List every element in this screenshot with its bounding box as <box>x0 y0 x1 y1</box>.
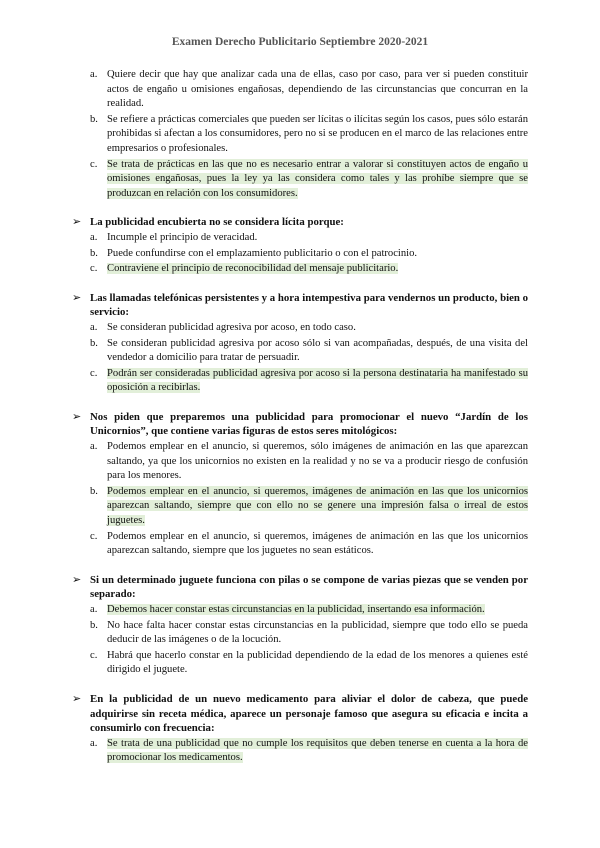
arrow-bullet-icon: ➢ <box>72 692 82 705</box>
question-text: Nos piden que preparemos una publicidad para promocionar el nuevo “Jardín de los Unicornios”, que contiene varias figuras de estos seres mitológicos: <box>90 410 528 438</box>
option-text <box>107 231 528 246</box>
option-label: a. <box>90 604 98 615</box>
option-text <box>107 603 528 618</box>
question-text: La publicidad encubierta no se considera lícita porque: <box>90 216 344 229</box>
option-text-content: Podrán ser consideradas publicidad agresiva por acoso si la persona destinataria ha manifestado su oposición a recibirlas. <box>107 367 528 394</box>
option-text-content: Podemos emplear en el anuncio, si queremos, sólo imágenes de animación en las que aparezcan saltando, ya que los unicornios no existen en la realidad y no se va a producir riesgo de confusión para los menores. <box>107 441 528 482</box>
option-label: c. <box>90 158 98 170</box>
option-text <box>107 262 528 277</box>
option-label: b. <box>90 247 98 259</box>
answer-option <box>90 113 528 157</box>
option-text <box>107 337 528 366</box>
answer-option-correct <box>90 737 528 766</box>
option-text-content: Habrá que hacerlo constar en la publicidad dependiendo de la edad de los menores a quienes esté dirigido el juguete. <box>107 649 528 676</box>
option-label: b. <box>90 619 98 631</box>
question <box>72 215 528 230</box>
arrow-bullet-icon: ➢ <box>72 291 82 304</box>
question <box>72 573 528 602</box>
answer-option-correct <box>90 158 528 202</box>
option-label: c. <box>90 649 98 661</box>
answer-option <box>90 649 528 678</box>
answer-option-correct <box>90 262 528 277</box>
question-text: En la publicidad de un nuevo medicamento para aliviar el dolor de cabeza, que puede adquirirse sin receta médica, aparece un personaje famoso que asegura su eficacia e incita a consumirlo con frecuencia: <box>90 692 528 735</box>
question <box>72 291 528 320</box>
option-text <box>107 530 528 559</box>
answer-option <box>90 247 528 262</box>
option-text <box>107 737 528 766</box>
answer-option-correct <box>90 367 528 396</box>
option-text <box>107 649 528 678</box>
option-text-content: Se trata de prácticas en las que no es necesario entrar a valorar si constituyen actos de engaño u omisiones engañosas, pues la ley ya las considera como tales y las prohíbe siempre que se produzcan en relación con los consumidores. <box>107 158 528 199</box>
option-text-content: Puede confundirse con el emplazamiento publicitario o con el patrocinio. <box>107 247 418 259</box>
option-text <box>107 113 528 157</box>
answer-option <box>90 440 528 484</box>
option-text <box>107 440 528 484</box>
option-label: b. <box>90 113 98 125</box>
option-label: b. <box>90 337 98 349</box>
option-text-content: Se consideran publicidad agresiva por acoso, en todo caso. <box>107 321 356 333</box>
option-text-content: Se consideran publicidad agresiva por acoso sólo si van acompañadas, después, de una visita del vendedor a domicilio para tratar de persuadir. <box>107 337 528 364</box>
option-label: c. <box>90 367 98 379</box>
answer-option <box>90 321 528 336</box>
option-text-content: Quiere decir que hay que analizar cada una de ellas, caso por caso, para ver si pueden constituir actos de engaño u omisiones engañosas, dependiendo de las circunstancias que concurran en la realidad. <box>107 69 528 110</box>
answer-option <box>90 231 528 246</box>
question <box>72 410 528 439</box>
arrow-bullet-icon: ➢ <box>72 410 82 423</box>
option-label: a. <box>90 231 98 243</box>
question <box>72 692 528 736</box>
option-text <box>107 619 528 648</box>
option-label: c. <box>90 263 98 275</box>
answer-option <box>90 68 528 112</box>
option-text-content: Podemos emplear en el anuncio, si queremos, imágenes de animación en las que los unicornios aparezcan saltando, siempre que los juguetes no sean estáticos. <box>107 530 528 557</box>
option-text-content: Podemos emplear en el anuncio, si queremos, imágenes de animación en las que los unicornios aparezcan saltando, siempre que con ello no se genere una impresión falsa o irreal de estos juguetes. <box>107 485 528 527</box>
option-text <box>107 247 528 262</box>
option-text <box>107 367 528 396</box>
option-text-content: Contraviene el principio de reconocibilidad del mensaje publicitario. <box>107 263 399 275</box>
option-label: a. <box>90 441 98 453</box>
question-text: Las llamadas telefónicas persistentes y a hora intempestiva para vendernos un producto, bien o servicio: <box>90 291 528 319</box>
answer-option <box>90 619 528 648</box>
option-label: a. <box>90 69 98 80</box>
question-text: Si un determinado juguete funciona con pilas o se compone de varias piezas que se venden por separado: <box>90 573 528 601</box>
option-text <box>107 158 528 202</box>
arrow-bullet-icon: ➢ <box>72 573 82 586</box>
answer-option <box>90 530 528 559</box>
arrow-bullet-icon: ➢ <box>72 216 82 229</box>
document-content <box>72 68 528 766</box>
option-text <box>107 68 528 112</box>
option-label: c. <box>90 530 98 542</box>
option-text-content: Incumple el principio de veracidad. <box>107 231 258 243</box>
option-label: a. <box>90 737 98 749</box>
option-text-content: Se refiere a prácticas comerciales que pueden ser lícitas o ilícitas según los casos, pues sólo estarán prohibidas si afectan a los consumidores, pero no si se producen en el marco de las relaciones entre empresarios o profesionales. <box>107 113 528 154</box>
option-label: b. <box>90 485 98 497</box>
page-header: Examen Derecho Publicitario Septiembre 2020-2021 <box>171 36 429 48</box>
option-text <box>107 485 528 529</box>
answer-option-correct <box>90 485 528 529</box>
option-label: a. <box>90 321 98 333</box>
answer-option-correct <box>90 603 528 618</box>
option-text-content: Debemos hacer constar estas circunstancias en la publicidad, insertando esa información. <box>107 604 485 615</box>
answer-option <box>90 337 528 366</box>
option-text <box>107 321 528 336</box>
option-text-content: Se trata de una publicidad que no cumple los requisitos que deben tenerse en cuenta a la hora de promocionar los medicamentos. <box>107 737 528 764</box>
option-text-content: No hace falta hacer constar estas circunstancias en la publicidad, siempre que todo ello se pueda deducir de las imágenes o de la locución. <box>107 619 528 646</box>
